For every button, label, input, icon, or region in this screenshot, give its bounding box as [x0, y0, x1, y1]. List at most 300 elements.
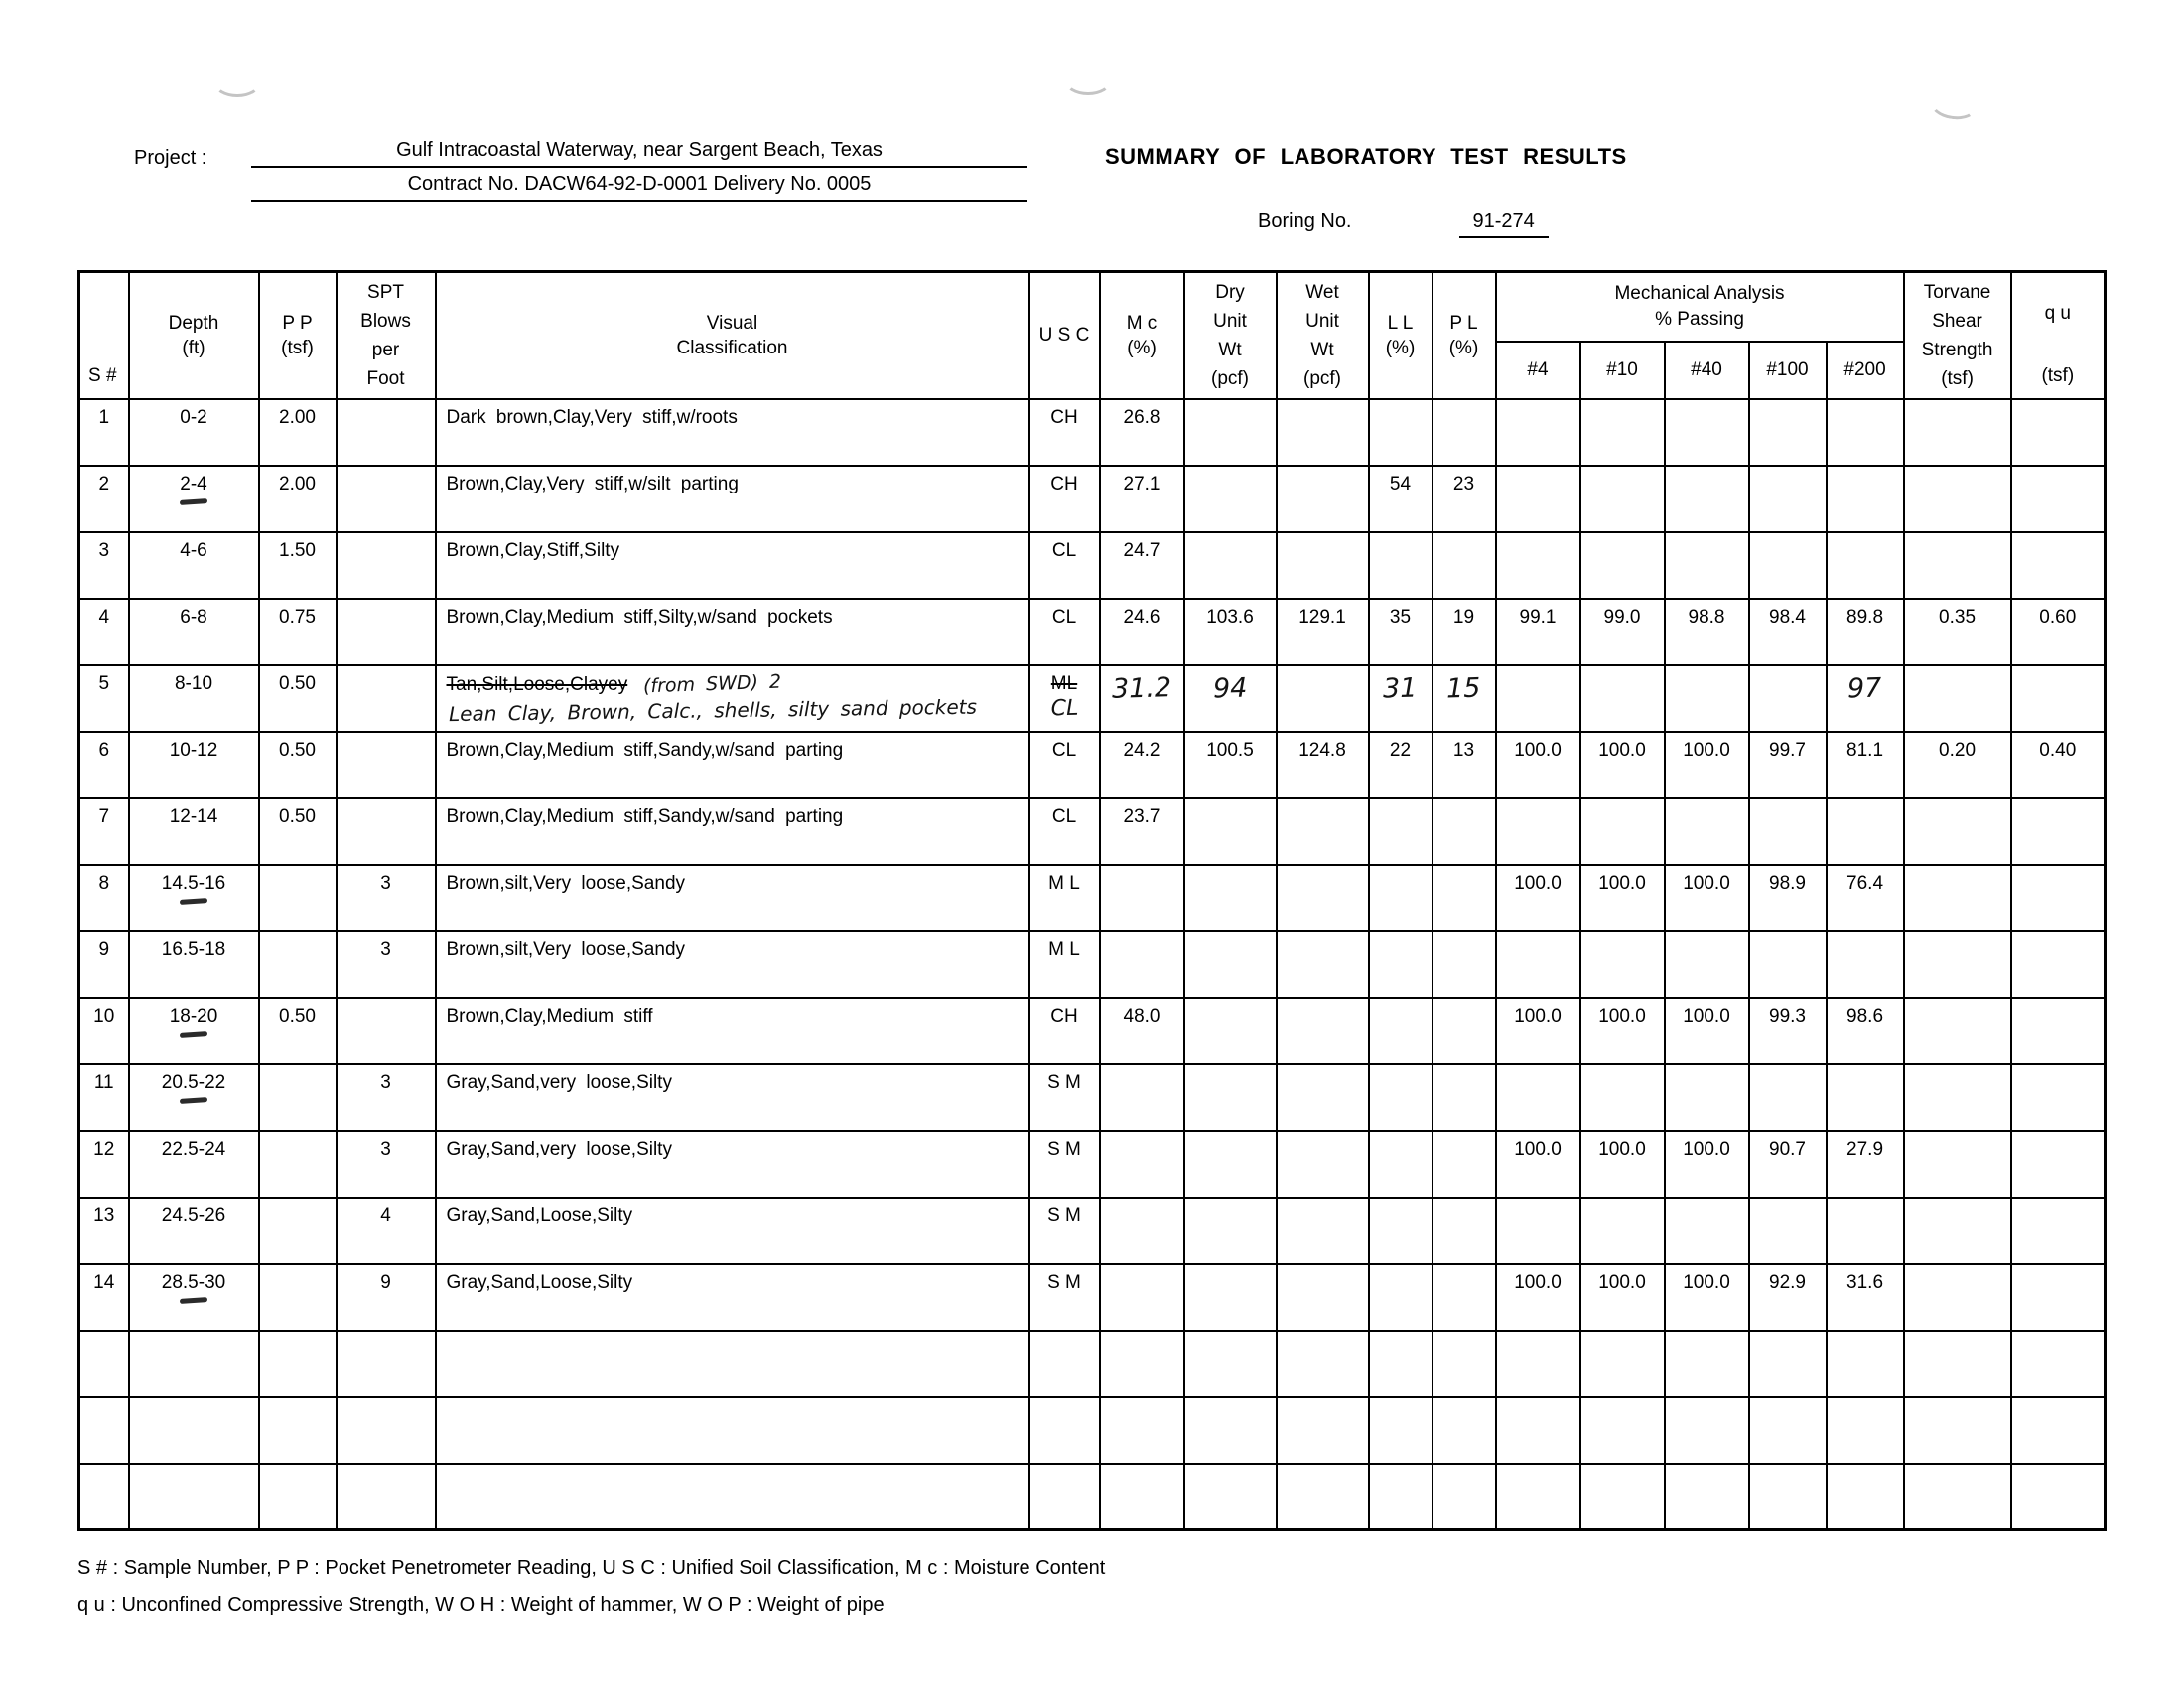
pencil-mark — [180, 1097, 207, 1104]
cell-p10 — [1580, 1397, 1665, 1464]
cell-p10 — [1580, 931, 1665, 998]
header-line: Blows — [360, 310, 411, 332]
cell-ll — [1369, 865, 1433, 931]
cell-wet — [1277, 865, 1369, 931]
header-line: Visual — [706, 312, 758, 334]
cell-dry — [1184, 1264, 1277, 1331]
cell-pp — [259, 931, 337, 998]
printed-text: ML — [1050, 672, 1078, 694]
header-line: per — [371, 339, 400, 360]
cell-wet: 124.8 — [1277, 732, 1369, 798]
pencil-mark — [180, 498, 207, 505]
cell-pp — [259, 865, 337, 931]
cell-usc: CH — [1029, 399, 1100, 466]
cell-dry — [1184, 798, 1277, 865]
cell-p4: 100.0 — [1496, 865, 1580, 931]
cell-p100: 98.4 — [1749, 599, 1827, 665]
cell-dry — [1184, 399, 1277, 466]
header-line: (pcf) — [1303, 367, 1341, 389]
cell-wet — [1277, 931, 1369, 998]
table-row — [79, 1464, 2106, 1530]
cell-p40 — [1665, 1397, 1749, 1464]
header-line: (%) — [1127, 337, 1157, 358]
table-row — [79, 1264, 2106, 1331]
cell-p4: 100.0 — [1496, 998, 1580, 1064]
cell-p100: 99.3 — [1749, 998, 1827, 1064]
cell-usc: M L — [1029, 931, 1100, 998]
header-line: Strength — [1921, 339, 1993, 360]
header-line: U S C — [1038, 325, 1090, 347]
cell-ll: 35 — [1369, 599, 1433, 665]
handwritten-text: (from SWD) 2 — [642, 670, 782, 697]
cell-torvane: 0.35 — [1904, 599, 2011, 665]
col-header-sieve-10: #10 — [1580, 342, 1665, 399]
cell-visual: Brown,Clay,Medium stiff,Sandy,w/sand parting — [436, 732, 1029, 798]
cell-line — [1828, 673, 1903, 704]
cell-ll: 22 — [1369, 732, 1433, 798]
cell-usc: S M — [1029, 1264, 1100, 1331]
cell-pp — [259, 1198, 337, 1264]
cell-p4 — [1496, 1198, 1580, 1264]
cell-p10 — [1580, 1064, 1665, 1131]
cell-torvane — [1904, 466, 2011, 532]
cell-mc: 26.8 — [1100, 399, 1184, 466]
cell-p100 — [1749, 1064, 1827, 1131]
cell-usc: CL — [1029, 798, 1100, 865]
col-header-plastic-limit — [1433, 272, 1496, 399]
table-row — [79, 1064, 2106, 1131]
cell-visual: Gray,Sand,Loose,Silty — [436, 1264, 1029, 1331]
boring-label: Boring No. — [1258, 211, 1352, 232]
cell-torvane — [1904, 1264, 2011, 1331]
cell-dry — [1184, 998, 1277, 1064]
cell-p200 — [1827, 399, 1904, 466]
cell-torvane — [1904, 931, 2011, 998]
cell-depth: 22.5-24 — [129, 1131, 259, 1198]
cell-usc — [1029, 1464, 1100, 1530]
cell-mc: 23.7 — [1100, 798, 1184, 865]
cell-p100: 99.7 — [1749, 732, 1827, 798]
printed-text: 20.5-22 — [161, 1071, 226, 1093]
cell-s — [79, 1464, 129, 1530]
cell-line — [130, 474, 258, 495]
cell-torvane — [1904, 998, 2011, 1064]
cell-depth — [129, 466, 259, 532]
table-row — [79, 466, 2106, 532]
cell-visual — [436, 665, 1029, 732]
cell-p4 — [1496, 532, 1580, 599]
header-line: Foot — [366, 367, 405, 389]
cell-s: 12 — [79, 1131, 129, 1198]
handwritten-text: 31 — [1382, 672, 1419, 704]
cell-usc: CL — [1029, 532, 1100, 599]
printed-text: 28.5-30 — [161, 1271, 226, 1293]
cell-torvane: 0.20 — [1904, 732, 2011, 798]
boring-number-row — [1258, 211, 1549, 238]
printed-text: 14.5-16 — [161, 872, 226, 894]
cell-dry — [1184, 1064, 1277, 1131]
header-line: L L — [1387, 312, 1414, 334]
table-row — [79, 1331, 2106, 1397]
cell-pl — [1433, 998, 1496, 1064]
cell-wet — [1277, 466, 1369, 532]
cell-p10: 100.0 — [1580, 1264, 1665, 1331]
cell-p40 — [1665, 931, 1749, 998]
cell-p40: 98.8 — [1665, 599, 1749, 665]
cell-qu — [2011, 998, 2106, 1064]
cell-pp: 0.50 — [259, 665, 337, 732]
cell-wet — [1277, 998, 1369, 1064]
cell-wet — [1277, 1331, 1369, 1397]
cell-usc: CL — [1029, 599, 1100, 665]
col-header-sieve-100: #100 — [1749, 342, 1827, 399]
cell-torvane — [1904, 1198, 2011, 1264]
cell-p200: 31.6 — [1827, 1264, 1904, 1331]
cell-s: 5 — [79, 665, 129, 732]
cell-p100: 98.9 — [1749, 865, 1827, 931]
scan-artifact — [1064, 66, 1112, 95]
cell-s: 4 — [79, 599, 129, 665]
cell-p40 — [1665, 1331, 1749, 1397]
scan-artifact — [213, 68, 261, 97]
cell-line — [1101, 673, 1183, 704]
cell-depth: 8-10 — [129, 665, 259, 732]
cell-dry — [1184, 1331, 1277, 1397]
handwritten-text: 97 — [1846, 672, 1883, 704]
cell-mc — [1100, 1331, 1184, 1397]
cell-spt — [337, 665, 436, 732]
pencil-mark — [180, 898, 207, 905]
cell-p200: 76.4 — [1827, 865, 1904, 931]
header-line: (%) — [1448, 337, 1479, 358]
header-line: SPT — [367, 281, 404, 303]
cell-s: 7 — [79, 798, 129, 865]
col-header-sieve-4: #4 — [1496, 342, 1580, 399]
cell-p10 — [1580, 1331, 1665, 1397]
cell-spt: 3 — [337, 1131, 436, 1198]
cell-visual: Brown,Clay,Medium stiff — [436, 998, 1029, 1064]
cell-dry: 100.5 — [1184, 732, 1277, 798]
cell-spt — [337, 599, 436, 665]
header-line: Shear — [1932, 310, 1982, 332]
header-line: (tsf) — [2041, 364, 2075, 386]
cell-visual — [436, 1397, 1029, 1464]
cell-pp: 2.00 — [259, 466, 337, 532]
cell-dry — [1184, 865, 1277, 931]
cell-pp — [259, 1064, 337, 1131]
cell-torvane — [1904, 399, 2011, 466]
cell-p40: 100.0 — [1665, 1264, 1749, 1331]
cell-depth: 12-14 — [129, 798, 259, 865]
cell-pl — [1433, 798, 1496, 865]
cell-p10: 100.0 — [1580, 732, 1665, 798]
col-header-sieve-200: #200 — [1827, 342, 1904, 399]
cell-usc — [1029, 665, 1100, 732]
table-row — [79, 732, 2106, 798]
cell-line — [1433, 673, 1495, 704]
cell-s: 10 — [79, 998, 129, 1064]
cell-visual — [436, 1331, 1029, 1397]
cell-p200: 81.1 — [1827, 732, 1904, 798]
table-row — [79, 931, 2106, 998]
cell-pl: 19 — [1433, 599, 1496, 665]
cell-wet — [1277, 1397, 1369, 1464]
cell-p200 — [1827, 798, 1904, 865]
cell-p100 — [1749, 532, 1827, 599]
cell-usc: S M — [1029, 1198, 1100, 1264]
handwritten-text: Lean Clay, Brown, Calc., shells, silty sand pockets — [448, 694, 977, 726]
cell-usc: CL — [1029, 732, 1100, 798]
cell-visual: Brown,Clay,Stiff,Silty — [436, 532, 1029, 599]
cell-spt: 3 — [337, 865, 436, 931]
header-line: P P — [282, 312, 313, 334]
cell-visual: Dark brown,Clay,Very stiff,w/roots — [436, 399, 1029, 466]
cell-qu — [2011, 1198, 2106, 1264]
cell-s: 13 — [79, 1198, 129, 1264]
cell-usc: S M — [1029, 1064, 1100, 1131]
cell-depth — [129, 1064, 259, 1131]
cell-spt — [337, 732, 436, 798]
cell-p100: 90.7 — [1749, 1131, 1827, 1198]
scan-artifact — [1928, 86, 1979, 122]
cell-p10: 100.0 — [1580, 998, 1665, 1064]
cell-visual: Brown,Clay,Medium stiff,Sandy,w/sand parting — [436, 798, 1029, 865]
cell-mc: 48.0 — [1100, 998, 1184, 1064]
cell-p4 — [1496, 798, 1580, 865]
contract-value: Contract No. DACW64-92-D-0001 Delivery No. 0005 — [251, 173, 1027, 202]
cell-line — [130, 1006, 258, 1028]
cell-pl — [1433, 1331, 1496, 1397]
handwritten-text: 94 — [1212, 672, 1248, 704]
cell-p200 — [1827, 1464, 1904, 1530]
cell-qu: 0.60 — [2011, 599, 2106, 665]
cell-usc: M L — [1029, 865, 1100, 931]
cell-p4: 100.0 — [1496, 1264, 1580, 1331]
cell-p10 — [1580, 1198, 1665, 1264]
cell-mc: 24.2 — [1100, 732, 1184, 798]
col-header-qu — [2011, 272, 2106, 399]
cell-pp: 0.50 — [259, 998, 337, 1064]
col-header-depth — [129, 272, 259, 399]
cell-pl — [1433, 1131, 1496, 1198]
cell-pl — [1433, 1264, 1496, 1331]
cell-torvane — [1904, 865, 2011, 931]
cell-pp — [259, 1397, 337, 1464]
cell-pl — [1433, 1064, 1496, 1131]
header-line: (ft) — [182, 337, 205, 358]
cell-depth: 10-12 — [129, 732, 259, 798]
col-header-liquid-limit — [1369, 272, 1433, 399]
cell-p4 — [1496, 466, 1580, 532]
cell-p4: 100.0 — [1496, 1131, 1580, 1198]
cell-visual: Gray,Sand,Loose,Silty — [436, 1198, 1029, 1264]
cell-ll — [1369, 399, 1433, 466]
header-line: (%) — [1385, 337, 1416, 358]
header-line: (tsf) — [281, 337, 314, 358]
cell-p40 — [1665, 1464, 1749, 1530]
cell-pp: 1.50 — [259, 532, 337, 599]
cell-pl — [1433, 665, 1496, 732]
cell-p100 — [1749, 1331, 1827, 1397]
cell-ll — [1369, 665, 1433, 732]
cell-p4 — [1496, 399, 1580, 466]
cell-ll — [1369, 1397, 1433, 1464]
cell-pp: 0.75 — [259, 599, 337, 665]
header-line: S # — [88, 364, 117, 386]
cell-p4 — [1496, 1397, 1580, 1464]
table-row — [79, 599, 2106, 665]
boring-value: 91-274 — [1459, 211, 1549, 238]
cell-usc: CH — [1029, 466, 1100, 532]
col-header-mechanical-analysis — [1496, 272, 1904, 342]
cell-depth: 4-6 — [129, 532, 259, 599]
header-line: Unit — [1305, 310, 1339, 332]
cell-mc: 27.1 — [1100, 466, 1184, 532]
legend-line-2: q u : Unconfined Compressive Strength, W O H : Weight of hammer, W O P : Weight of pipe — [77, 1594, 885, 1616]
cell-depth: 0-2 — [129, 399, 259, 466]
col-header-sample-number — [79, 272, 129, 399]
cell-torvane — [1904, 1131, 2011, 1198]
cell-ll — [1369, 998, 1433, 1064]
cell-qu — [2011, 466, 2106, 532]
cell-usc: CH — [1029, 998, 1100, 1064]
cell-depth — [129, 1331, 259, 1397]
cell-p10 — [1580, 798, 1665, 865]
cell-mc — [1100, 865, 1184, 931]
table-row — [79, 399, 2106, 466]
cell-p200 — [1827, 1331, 1904, 1397]
cell-depth — [129, 865, 259, 931]
header-line: Classification — [676, 337, 788, 358]
col-header-torvane-shear — [1904, 272, 2011, 399]
col-header-dry-unit-wt — [1184, 272, 1277, 399]
table-row — [79, 998, 2106, 1064]
pencil-mark — [180, 1031, 207, 1038]
cell-p10: 99.0 — [1580, 599, 1665, 665]
cell-p40: 100.0 — [1665, 732, 1749, 798]
cell-p200 — [1827, 466, 1904, 532]
table-row — [79, 798, 2106, 865]
cell-pl — [1433, 1464, 1496, 1530]
cell-pp: 0.50 — [259, 732, 337, 798]
cell-visual — [436, 1464, 1029, 1530]
cell-p100 — [1749, 399, 1827, 466]
header-line: Wt — [1218, 339, 1242, 360]
cell-p40: 100.0 — [1665, 865, 1749, 931]
cell-spt — [337, 998, 436, 1064]
handwritten-text: 31.2 — [1111, 671, 1172, 705]
cell-p4: 100.0 — [1496, 732, 1580, 798]
header-line: Torvane — [1923, 281, 1991, 303]
cell-qu — [2011, 1331, 2106, 1397]
cell-spt — [337, 399, 436, 466]
cell-spt — [337, 1397, 436, 1464]
cell-p200 — [1827, 1064, 1904, 1131]
cell-spt: 3 — [337, 931, 436, 998]
cell-depth — [129, 1264, 259, 1331]
cell-wet — [1277, 399, 1369, 466]
cell-depth: 24.5-26 — [129, 1198, 259, 1264]
cell-s: 14 — [79, 1264, 129, 1331]
cell-pl — [1433, 399, 1496, 466]
cell-dry — [1184, 1464, 1277, 1530]
cell-spt — [337, 1464, 436, 1530]
cell-ll — [1369, 798, 1433, 865]
legend-line-1: S # : Sample Number, P P : Pocket Penetrometer Reading, U S C : Unified Soil Classification, M c : Moisture Content — [77, 1557, 1106, 1579]
cell-line — [1185, 673, 1276, 704]
cell-p4 — [1496, 931, 1580, 998]
header-line: M c — [1126, 312, 1158, 334]
table-header — [79, 272, 2106, 399]
cell-p4 — [1496, 1464, 1580, 1530]
cell-mc: 24.7 — [1100, 532, 1184, 599]
cell-mc — [1100, 1397, 1184, 1464]
cell-usc: S M — [1029, 1131, 1100, 1198]
cell-wet — [1277, 1264, 1369, 1331]
cell-wet — [1277, 532, 1369, 599]
cell-pp: 0.50 — [259, 798, 337, 865]
cell-pl: 23 — [1433, 466, 1496, 532]
cell-spt — [337, 466, 436, 532]
cell-qu — [2011, 865, 2106, 931]
cell-p200: 89.8 — [1827, 599, 1904, 665]
cell-p100: 92.9 — [1749, 1264, 1827, 1331]
cell-mc — [1100, 931, 1184, 998]
cell-torvane — [1904, 1331, 2011, 1397]
cell-wet — [1277, 1131, 1369, 1198]
cell-qu — [2011, 1264, 2106, 1331]
header-line: Mechanical Analysis — [1614, 282, 1785, 304]
cell-p40 — [1665, 399, 1749, 466]
cell-qu — [2011, 532, 2106, 599]
cell-pp — [259, 1131, 337, 1198]
cell-dry — [1184, 931, 1277, 998]
cell-pl — [1433, 931, 1496, 998]
header-line: Dry — [1215, 281, 1245, 303]
cell-ll: 54 — [1369, 466, 1433, 532]
cell-p200 — [1827, 665, 1904, 732]
project-block — [251, 139, 1027, 202]
cell-qu — [2011, 1464, 2106, 1530]
col-header-visual-classification — [436, 272, 1029, 399]
table-row — [79, 1397, 2106, 1464]
table-row — [79, 865, 2106, 931]
cell-depth: 16.5-18 — [129, 931, 259, 998]
cell-torvane — [1904, 1397, 2011, 1464]
header-line: Wet — [1305, 281, 1339, 303]
cell-depth — [129, 1397, 259, 1464]
cell-pl — [1433, 1397, 1496, 1464]
printed-text: Tan,Silt,Loose,Clayey — [446, 673, 628, 695]
cell-mc: 24.6 — [1100, 599, 1184, 665]
cell-s — [79, 1397, 129, 1464]
cell-p40 — [1665, 1064, 1749, 1131]
handwritten-text: CL — [1049, 695, 1079, 721]
cell-p100 — [1749, 1397, 1827, 1464]
cell-ll — [1369, 1264, 1433, 1331]
cell-qu: 0.40 — [2011, 732, 2106, 798]
cell-wet — [1277, 1464, 1369, 1530]
cell-p4 — [1496, 665, 1580, 732]
cell-p100 — [1749, 466, 1827, 532]
cell-p100 — [1749, 1464, 1827, 1530]
cell-p40 — [1665, 466, 1749, 532]
cell-p4 — [1496, 1064, 1580, 1131]
cell-p10 — [1580, 532, 1665, 599]
table-row — [79, 532, 2106, 599]
page-title: SUMMARY OF LABORATORY TEST RESULTS — [1105, 144, 1627, 169]
col-header-spt-blows — [337, 272, 436, 399]
